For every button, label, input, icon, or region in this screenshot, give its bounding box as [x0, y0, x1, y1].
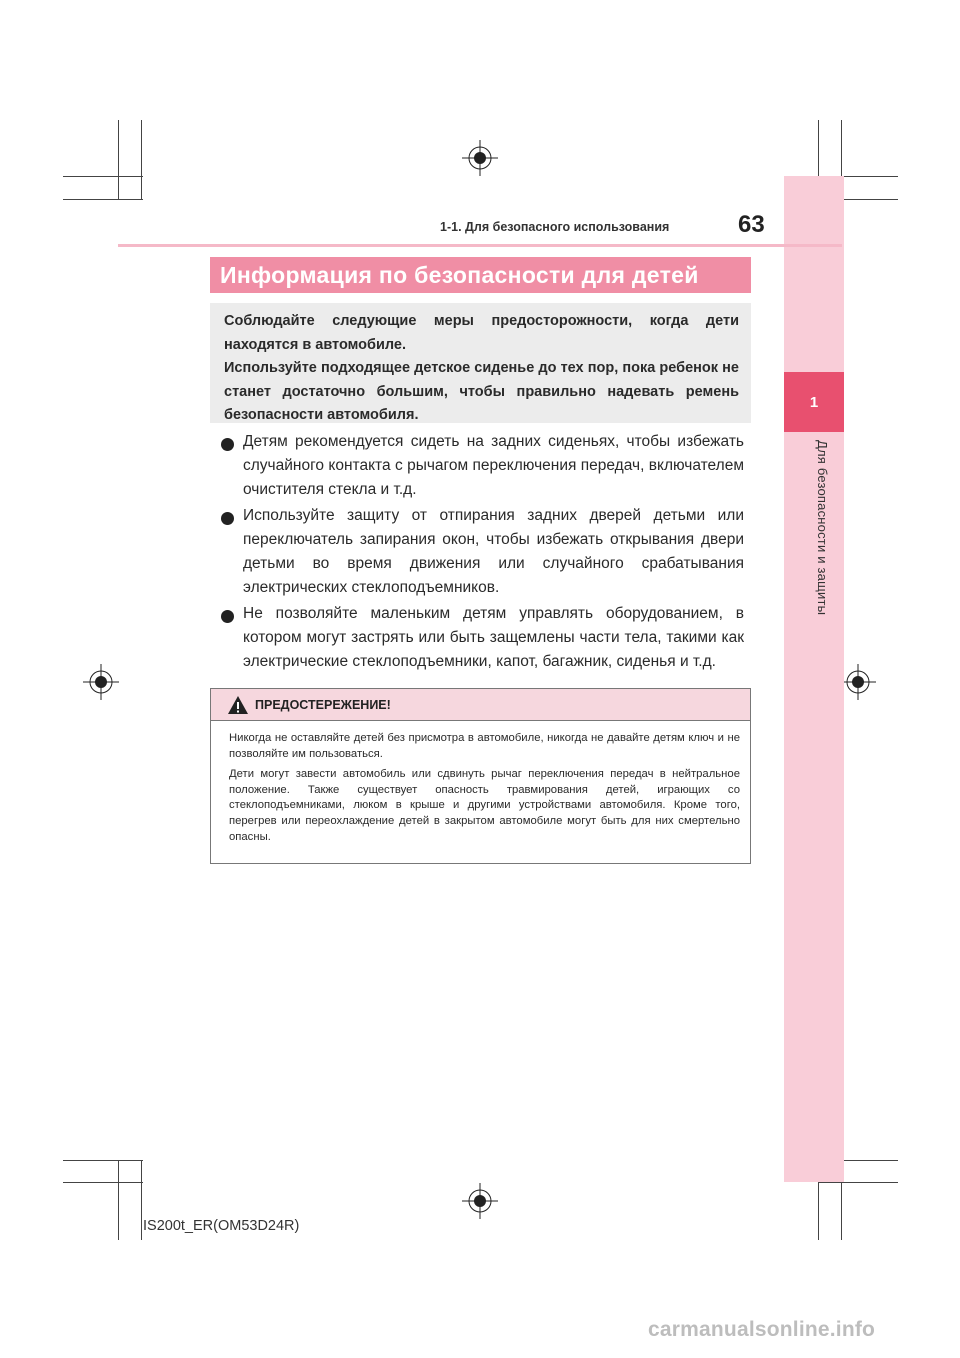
chapter-side-tab	[784, 176, 844, 1182]
warning-title: ПРЕДОСТЕРЕЖЕНИЕ!	[255, 697, 391, 712]
header-divider	[118, 244, 842, 247]
chapter-number-badge: 1	[784, 372, 844, 432]
crop-mark	[63, 176, 143, 177]
section-header: 1-1. Для безопасного использования	[440, 220, 670, 234]
registration-mark-icon	[462, 140, 498, 176]
warning-paragraph: Дети могут завести автомобиль или сдвинуть рычаг переключения передач в нейтральное положение. Также существует опасность травмирования детей, играющих со стеклоподъемниками, люком в крыше и другими устройствами автомобиля. Кроме того, перегрев или переохлаждение детей в закрытом автомобиле могут быть для них смертельно опасны.	[229, 768, 740, 843]
crop-mark	[141, 1160, 142, 1240]
crop-mark	[818, 1182, 898, 1183]
crop-mark	[118, 120, 119, 200]
list-item-text: Детям рекомендуется сидеть на задних сиденьях, чтобы избежать случайного контакта с рычагом переключения передач, включателем очистителя стекла и т.д.	[243, 433, 744, 498]
watermark: carmanualsonline.info	[648, 1318, 876, 1341]
page-number: 63	[738, 211, 765, 238]
crop-mark	[63, 1182, 143, 1183]
registration-mark-icon	[462, 1183, 498, 1219]
intro-paragraph: Соблюдайте следующие меры предосторожности, когда дети находятся в автомобиле.	[224, 313, 739, 353]
intro-paragraph: Используйте подходящее детское сиденье до тех пор, пока ребенок не станет достаточно большим, чтобы правильно надевать ремень безопасности автомобиля.	[224, 360, 739, 423]
list-item-text: Не позволяйте маленьким детям управлять оборудованием, в котором могут застрять или быть защемлены части тела, такими как электрические стеклоподъемники, капот, багажник, сиденья и т.д.	[243, 605, 744, 670]
crop-mark	[63, 199, 143, 200]
page-title	[210, 257, 751, 293]
list-item	[218, 504, 744, 600]
list-item-text: Используйте защиту от отпирания задних дверей детьми или переключатель запирания окон, чтобы избежать открывания двери детьми во время движения или случайного срабатывания электрических стеклоподъемников.	[243, 507, 744, 596]
intro-box	[210, 303, 751, 423]
warning-header	[211, 689, 750, 721]
list-item	[218, 430, 744, 502]
bullet-list	[218, 430, 744, 674]
crop-mark	[63, 1160, 143, 1161]
bullet-icon	[221, 610, 234, 623]
warning-box	[210, 688, 751, 864]
bullet-icon	[221, 438, 234, 451]
warning-triangle-icon	[227, 695, 249, 715]
list-item	[218, 602, 744, 674]
crop-mark	[118, 1160, 119, 1240]
chapter-label: Для безопасности и защиты	[815, 440, 830, 616]
bullet-icon	[221, 512, 234, 525]
warning-body	[211, 721, 750, 845]
crop-mark	[141, 120, 142, 200]
warning-paragraph: Никогда не оставляйте детей без присмотра в автомобиле, никогда не давайте детям ключ и не позволяйте им пользоваться.	[229, 732, 740, 760]
registration-mark-icon	[840, 664, 876, 700]
registration-mark-icon	[83, 664, 119, 700]
page-title-text: Информация по безопасности для детей	[220, 261, 699, 288]
document-code: IS200t_ER(OM53D24R)	[143, 1218, 300, 1234]
